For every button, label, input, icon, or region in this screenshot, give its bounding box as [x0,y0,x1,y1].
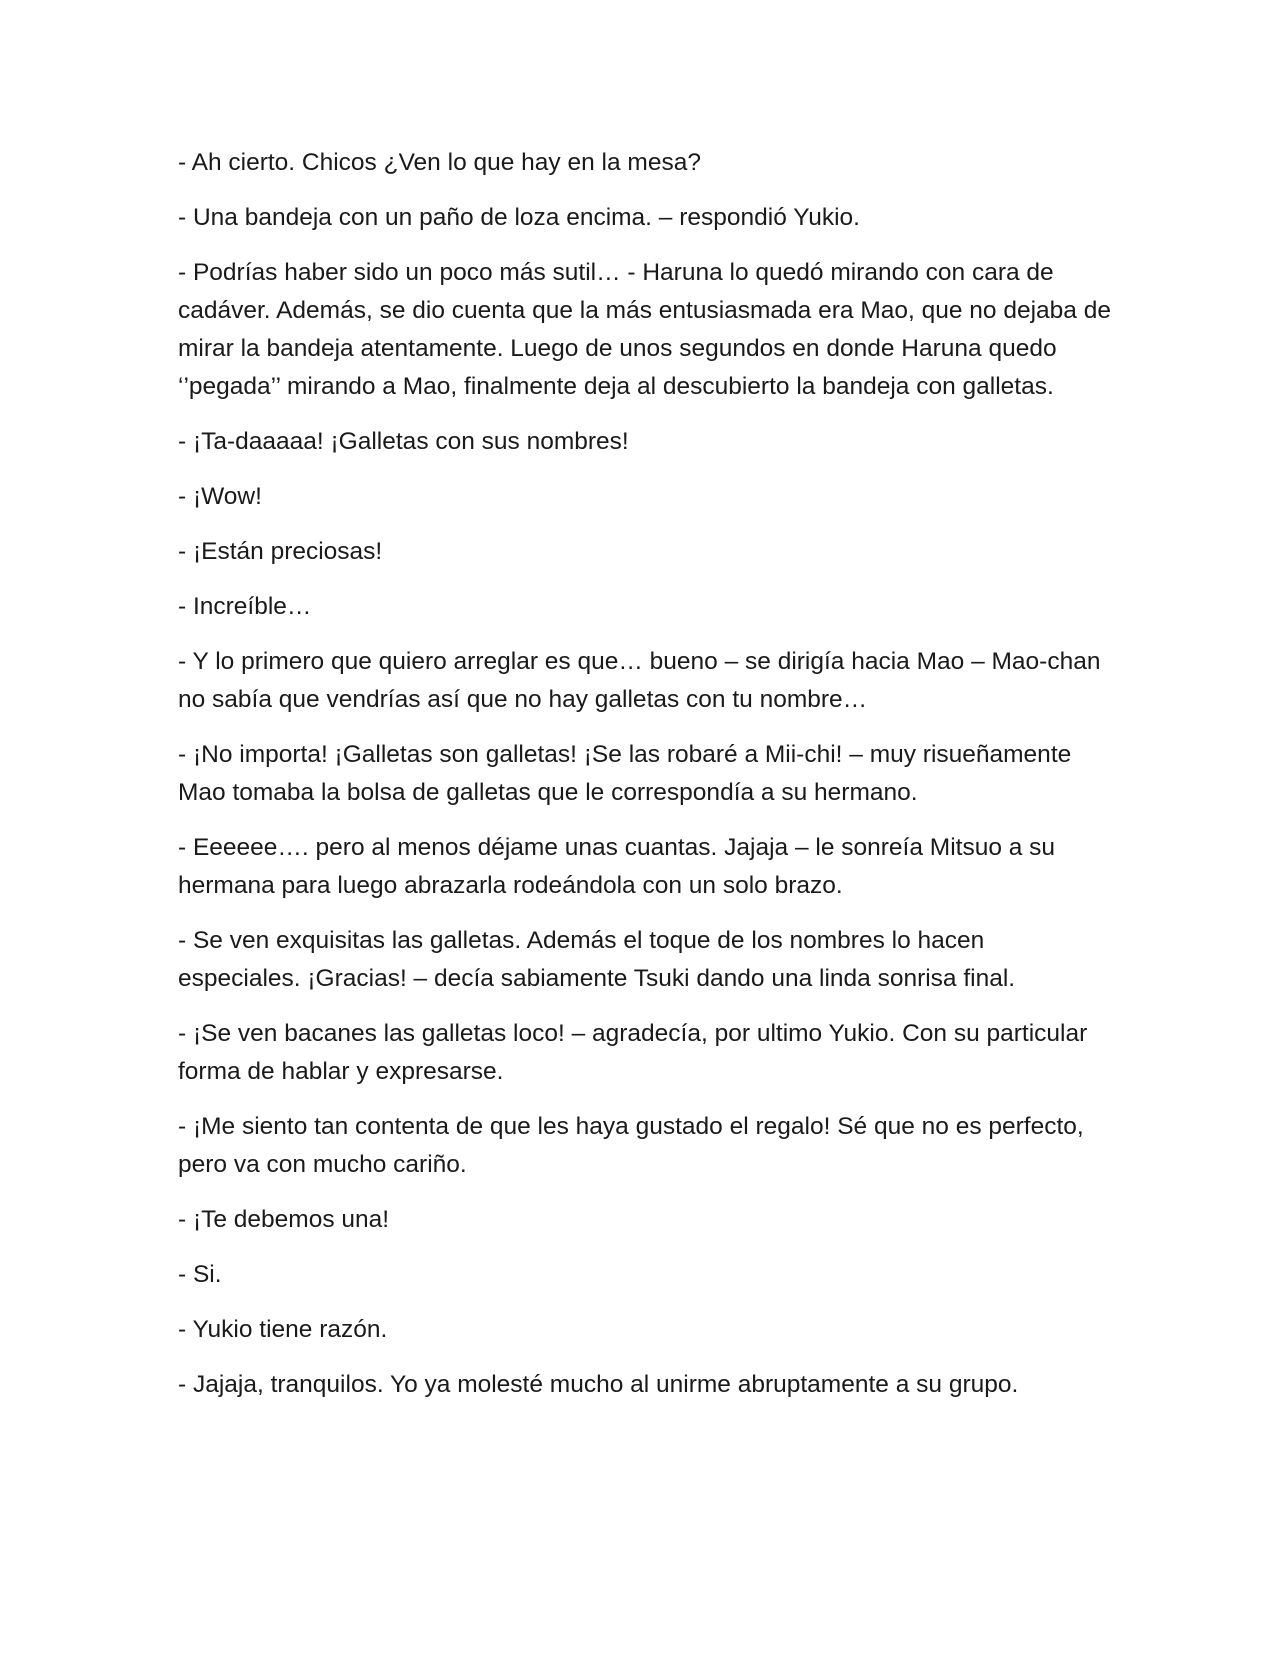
paragraph: - Y lo primero que quiero arreglar es que… bueno – se dirigía hacia Mao – Mao-chan no sabía que vendrías así que no hay galletas con tu nombre… [178,648,1101,713]
paragraph: - Yukio tiene razón. [178,1316,388,1343]
document-body [178,144,1113,1421]
paragraph: - ¡Están preciosas! [178,538,383,565]
paragraph: - Ah cierto. Chicos ¿Ven lo que hay en la mesa? [178,149,701,176]
paragraph: - ¡Te debemos una! [178,1206,390,1233]
paragraph: - Increíble… [178,593,312,620]
paragraph: - Una bandeja con un paño de loza encima. – respondió Yukio. [178,204,860,231]
paragraph: - Si. [178,1261,222,1288]
paragraph: - Jajaja, tranquilos. Yo ya molesté mucho al unirme abruptamente a su grupo. [178,1371,1019,1398]
paragraph: - ¡No importa! ¡Galletas son galletas! ¡Se las robaré a Mii-chi! – muy risueñamente Mao tomaba la bolsa de galletas que le correspondía a su hermano. [178,741,1072,806]
paragraph: - Eeeeee…. pero al menos déjame unas cuantas. Jajaja – le sonreía Mitsuo a su hermana para luego abrazarla rodeándola con un solo brazo. [178,834,1056,899]
paragraph: - Se ven exquisitas las galletas. Además el toque de los nombres lo hacen especiales. ¡Gracias! – decía sabiamente Tsuki dando una linda sonrisa final. [178,927,1016,992]
paragraph: - ¡Me siento tan contenta de que les haya gustado el regalo! Sé que no es perfecto, pero va con mucho cariño. [178,1113,1084,1178]
paragraph: - ¡Se ven bacanes las galletas loco! – agradecía, por ultimo Yukio. Con su particular forma de hablar y expresarse. [178,1020,1088,1085]
paragraph: - ¡Ta-daaaaa! ¡Galletas con sus nombres! [178,428,629,455]
paragraph: - Podrías haber sido un poco más sutil… - Haruna lo quedó mirando con cara de cadáver. Además, se dio cuenta que la más entusiasmada era Mao, que no dejaba de mirar la bandeja atentamente. Luego de unos segundos en donde Haruna quedo ‘’pegada’’ mirando a Mao, finalmente deja al descubierto la bandeja con galletas. [178,259,1111,400]
paragraph: - ¡Wow! [178,483,262,510]
